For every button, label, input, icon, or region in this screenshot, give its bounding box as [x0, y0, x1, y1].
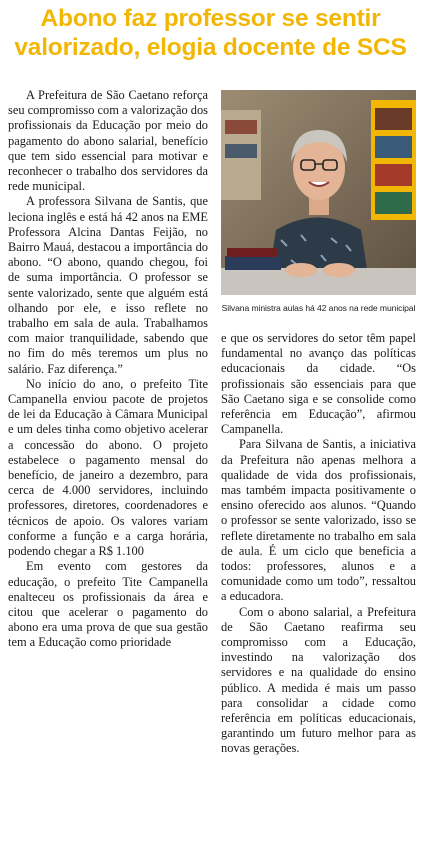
article-paragraph: A professora Silvana de Santis, que leciona inglês e está há 42 anos na EME Professora Alcina Dantas Feijão, no Bairro Mauá, destacou a importância do abono. “O abono, quando chegou, foi de suma importância. O professor se sente valorizado, sente que alguém está olhando por ele, e isso reflete no trabalho em sala de aula. Trabalhamos com maior tranquilidade, sabendo que no fim do mês teremos um plus no salário. Faz diferença.”: [8, 194, 208, 376]
headline-line-1: Abono faz professor se sentir: [40, 5, 381, 32]
headline-line-2: valorizado, elogia docente de SCS: [14, 34, 407, 61]
article-column-right: [221, 331, 416, 757]
photo-caption: Silvana ministra aulas há 42 anos na rede municipal: [221, 303, 416, 313]
article-photo: [221, 90, 416, 295]
article-paragraph: A Prefeitura de São Caetano reforça seu compromisso com a valorização dos profissionais da Educação por meio do pagamento do abono salarial, benefício que tem sido essencial para motivar e reconhecer o trabalho dos servidores da rede municipal.: [8, 88, 208, 194]
teacher-portrait-image: [221, 90, 416, 295]
table: [221, 268, 416, 295]
article-paragraph: No início do ano, o prefeito Tite Campanella enviou pacote de projetos de lei da Educação à Câmara Municipal e um deles tinha como objetivo acelerar a concessão do abono. O projeto estabelece o pagamento mensal do benefício, de janeiro a dezembro, para cerca de 4.000 servidores, incluindo professores, diretores, coordenadores e técnicos de apoio. Os valores variam conforme a função e a carga horária, podendo chegar a R$ 1.100: [8, 376, 208, 559]
article-paragraph: Com o abono salarial, a Prefeitura de São Caetano reafirma seu compromisso com a Educação, investindo na valorização dos servidores e na qualidade do ensino público. A medida é mais um passo para consolidar a cidade como referência em políticas educacionais, garantindo um futuro melhor para as novas gerações.: [221, 604, 416, 756]
article-paragraph: e que os servidores do setor têm papel fundamental no avanço das políticas educacionais da cidade. “Os profissionais são essenciais para que São Caetano siga e se consolide como referência em Educação”, afirmou Campanella.: [221, 331, 416, 437]
article-column-left: [8, 88, 208, 651]
article-paragraph: Em evento com gestores da educação, o prefeito Tite Campanella enalteceu os profissionais da área e citou que acelerar o pagamento do abono era uma prova de que sua gestão tem a Educação como prioridade: [8, 559, 208, 650]
article-paragraph: Para Silvana de Santis, a iniciativa da Prefeitura não apenas melhora a qualidade de vida dos profissionais, mas também impacta positivamente o ensino oferecido aos alunos. “Quando o professor se sente valorizado, isso se reflete diretamente no trabalho em sala de aula. É um ciclo que beneficia a todos: professores, alunos e a comunidade como um todo”, ressaltou a educadora.: [221, 437, 416, 604]
headline: [0, 4, 421, 62]
books-stack: [225, 256, 281, 270]
